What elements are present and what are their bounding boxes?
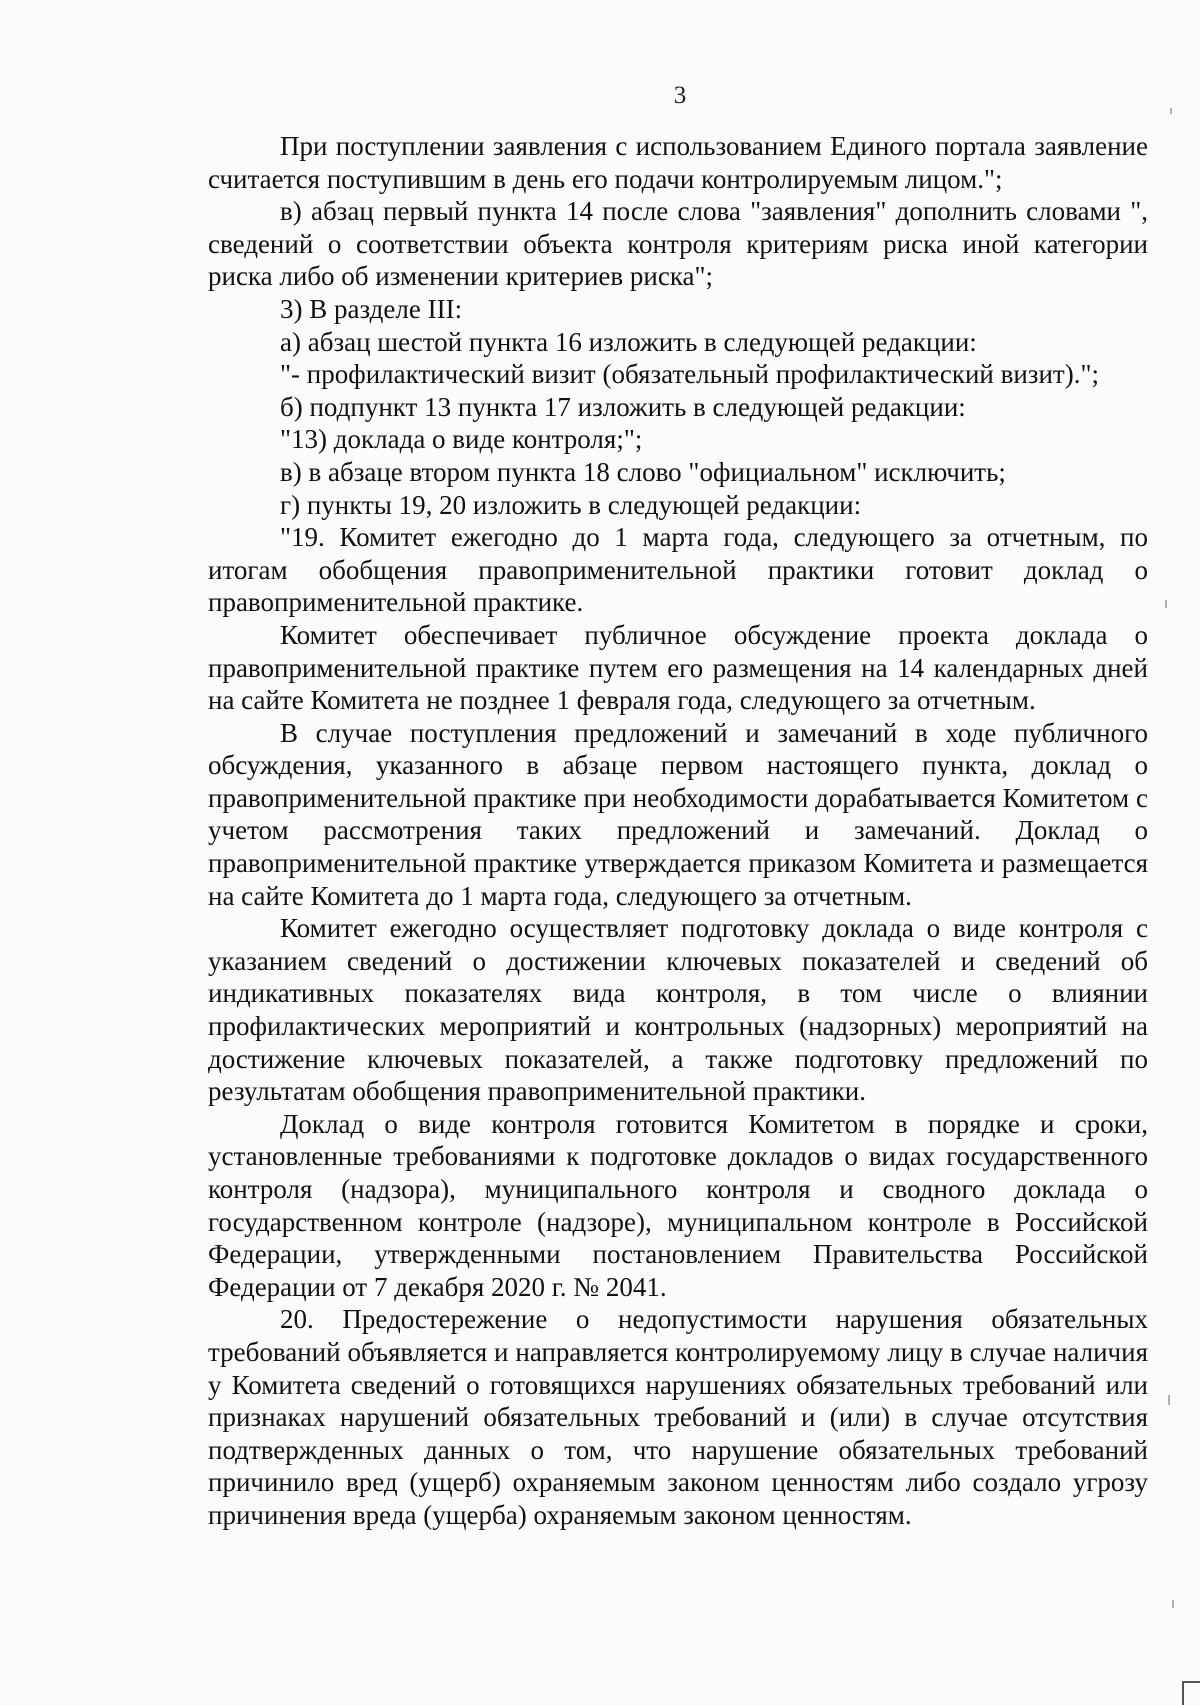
- paragraph: "19. Комитет ежегодно до 1 марта года, следующего за отчетным, по итогам обобщения правоприменительной практики готовит доклад о правоприменительной практике.: [208, 522, 1148, 618]
- paragraph: "- профилактический визит (обязательный профилактический визит).";: [280, 359, 1099, 390]
- paragraph: в) в абзаце втором пункта 18 слово "официальном" исключить;: [280, 456, 1006, 487]
- scan-corner-mark: [1182, 1681, 1200, 1705]
- scan-mark: [1172, 1600, 1174, 1608]
- paragraph: 3) В разделе III:: [280, 293, 463, 324]
- paragraph: а) абзац шестой пункта 16 изложить в следующей редакции:: [280, 326, 977, 357]
- paragraph: Доклад о виде контроля готовится Комитетом в порядке и сроки, установленные требованиями к подготовке докладов о видах государственного контроля (надзора), муниципального контроля и сводного доклада о государственном контроле (надзоре), муниципальном контроле в Российской Федерации, утвержденными постановлением Правительства Российской Федерации от 7 декабря 2020 г. № 2041.: [208, 1108, 1148, 1302]
- paragraph: "13) доклада о виде контроля;";: [280, 424, 643, 455]
- paragraph: б) подпункт 13 пункта 17 изложить в следующей редакции:: [280, 391, 966, 422]
- paragraph: г) пункты 19, 20 изложить в следующей редакции:: [280, 489, 862, 520]
- scan-mark: [1168, 1395, 1170, 1405]
- page-number: 3: [673, 82, 687, 109]
- paragraph: Комитет обеспечивает публичное обсуждение проекта доклада о правоприменительной практике путем его размещения на 14 календарных дней на сайте Комитета не позднее 1 февраля года, следующего за отчетным.: [208, 619, 1148, 716]
- paragraph: в) абзац первый пункта 14 после слова "заявления" дополнить словами ", сведений о соответствии объекта контроля критериям риска иной категории риска либо об изменении критериев риска";: [208, 196, 1148, 292]
- paragraph: 20. Предостережение о недопустимости нарушения обязательных требований объявляется и направляется контролируемому лицу в случае наличия у Комитета сведений о готовящихся нарушениях обязательных требований или признаках нарушений обязательных требований и (или) в случае отсутствия подтвержденных данных о том, что нарушение обязательных требований причинило вред (ущерб) охраняемым законом ценностям либо создало угрозу причинения вреда (ущерба) охраняемым законом ценностям.: [208, 1304, 1148, 1530]
- scan-mark: [1170, 108, 1172, 114]
- paragraph: В случае поступления предложений и замечаний в ходе публичного обсуждения, указанного в абзаце первом настоящего пункта, доклад о правоприменительной практике при необходимости дорабатывается Комитетом с учетом рассмотрения таких предложений и замечаний. Доклад о правоприменительной практике утверждается приказом Комитета и размещается на сайте Комитета до 1 марта года, следующего за отчетным.: [208, 717, 1148, 911]
- paragraph: При поступлении заявления с использованием Единого портала заявление считается поступившим в день его подачи контролируемым лицом.";: [208, 131, 1148, 194]
- paragraph: Комитет ежегодно осуществляет подготовку доклада о виде контроля с указанием сведений о достижении ключевых показателей и сведений об индикативных показателях вида контроля, в том числе о влиянии профилактических мероприятий и контрольных (надзорных) мероприятий на достижение ключевых показателей, а также подготовку предложений по результатам обобщения правоприменительной практики.: [208, 913, 1148, 1107]
- document-body: [208, 130, 1148, 1532]
- scan-mark: [1165, 600, 1167, 608]
